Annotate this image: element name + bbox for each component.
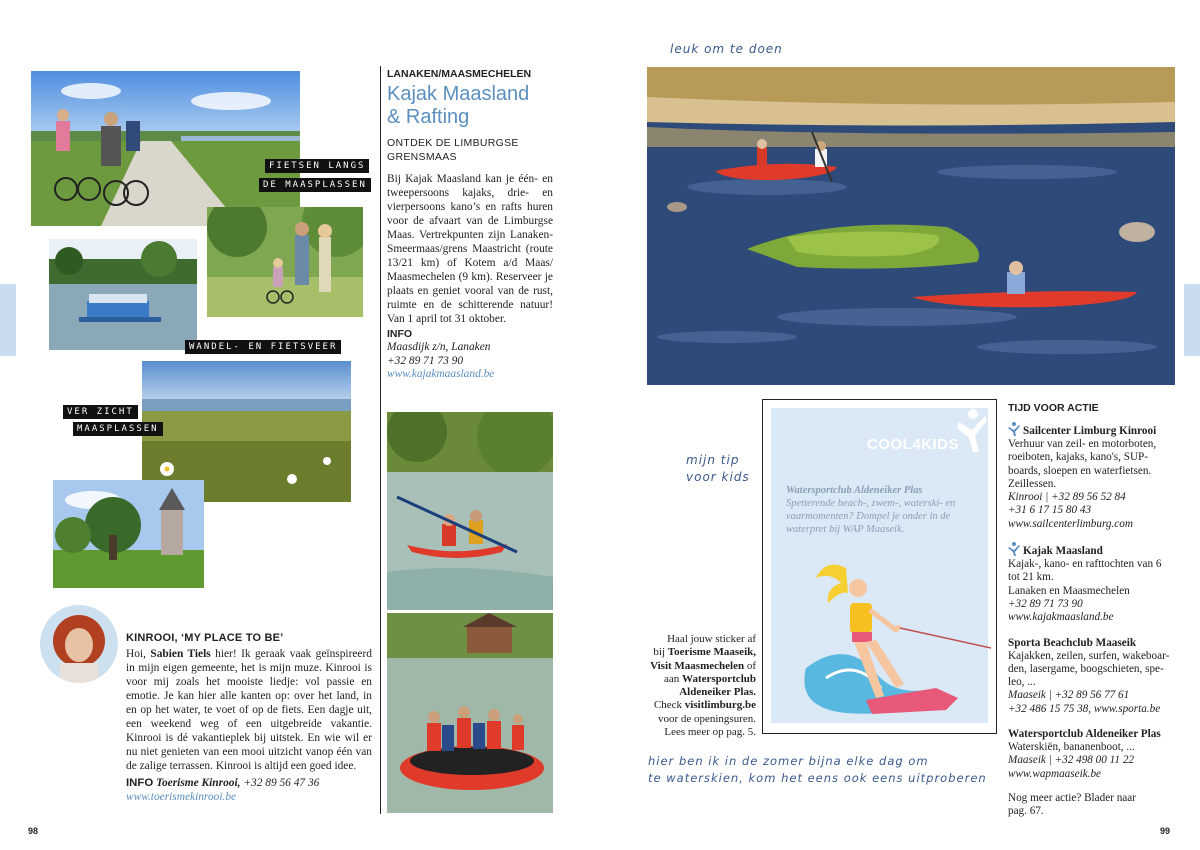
cool4kids-logo: COOL4KIDS (867, 436, 960, 453)
sailcenter-web-link[interactable]: www.sailcenterlimburg.com (1008, 517, 1133, 530)
testimonial-body: Hoi, Sabien Tiels hier! Ik geraak vaak geïnspireerd in mijn eigen gemeente, het is mijn muze. Kinrooi is voor mij zoals het mooiste liedje: vol passie en emotie. Je kan hier alle kanten op: over het land, in en op het water, te voet of op de fiets. Een dagje uit, een weekend weg of een uitgebreide vakantie. Kinrooi is dé vakantieplek bij uitstek. En wie wil er nu niet genieten van een mooi uitzicht vanop één van de zalige terrassen. Kinrooi is altijd een goed idee. (126, 648, 372, 772)
article-subtitle: ONTDEK DE LIMBURGSE GRENSMAAS (387, 137, 519, 163)
photo-cyclists (31, 71, 300, 226)
cool4kids-figure-icon (957, 408, 987, 452)
photo-family (207, 207, 363, 317)
article-info-label: INFO (387, 328, 413, 340)
article-title: Kajak Maasland & Rafting (387, 83, 530, 128)
cool4kids-panel (771, 408, 988, 723)
page-number-left: 98 (28, 826, 39, 836)
kajak-web-link[interactable]: www.kajakmaasland.be (1008, 611, 1114, 624)
tag-fietsen-line2: DE MAASPLASSEN (259, 178, 371, 192)
sidebar (1008, 402, 1176, 819)
waterskier-illustration (786, 548, 991, 718)
photo-rafting (387, 613, 553, 813)
right-page-tab (1184, 284, 1200, 356)
avatar (40, 605, 118, 683)
sidebar-block-wap: Watersportclub Aldeneiker Plas Waterskiën, bananenboot, ... Maaseik | +32 498 00 11 22 www.wapmaaseik.be (1008, 727, 1176, 781)
column-divider (380, 66, 381, 814)
testimonial-info: INFO Toerisme Kinrooi, +32 89 56 47 36 (126, 777, 320, 789)
photo-ferry (49, 239, 197, 350)
photo-church (53, 480, 204, 588)
photo-kayak-hero (647, 67, 1175, 385)
sidebar-footer: Nog meer actie? Blader naar pag. 67. (1008, 791, 1136, 818)
left-page-tab (0, 284, 16, 356)
testimonial-name: Sabien Tiels (150, 648, 211, 660)
wap-web-link[interactable]: www.wapmaaseik.be (1008, 767, 1102, 780)
cool4kids-title: Watersportclub Aldeneiker Plas (786, 485, 923, 496)
handwritten-note-bottom: hier ben ik in de zomer bijna elke dag om te waterskien, kom het eens ook eens uitproberen (648, 754, 987, 785)
handwritten-tip: mijn tip voor kids (686, 453, 750, 484)
tag-verzicht-line1: VER ZICHT (63, 405, 138, 419)
article-web-link[interactable]: www.kajakmaasland.be (387, 368, 495, 380)
testimonial-web-link[interactable]: www.toerismekinrooi.be (126, 791, 237, 803)
sidebar-heading: TIJD VOOR ACTIE (1008, 402, 1099, 414)
sticker-text: Haal jouw sticker af bij Toerisme Maaseik, Visit Maasmechelen of aan Watersportclub Aldeneiker Plas. Check visitlimburg.be voor de openingsuren. Lees meer op pag. 5. (650, 633, 756, 739)
photo-kayak-duo (387, 412, 553, 610)
article-phone: +32 89 71 73 90 (387, 354, 464, 367)
cool4kids-icon (1008, 422, 1020, 436)
article-region: LANAKEN/MAASMECHELEN (387, 68, 532, 80)
tag-fietsen-line1: FIETSEN LANGS (265, 159, 369, 173)
tag-veer: WANDEL- EN FIETSVEER (185, 340, 341, 354)
article-info (387, 341, 494, 382)
article-address: Maasdijk z/n, Lanaken (387, 341, 491, 353)
sidebar-block-sporta: Sporta Beachclub Maaseik Kajakken, zeilen, surfen, wakeboar- den, lasergame, boogschieten, spe- leo, ... Maaseik | +32 89 56 77 61 +32 486 15 75 38, www.sporta.be (1008, 636, 1170, 715)
cool4kids-box (762, 399, 997, 734)
testimonial-heading: KINROOI, ‘MY PLACE TO BE’ (126, 632, 284, 644)
sidebar-block-kajak: Kajak Maasland Kajak-, kano- en rafttochten van 6 tot 21 km. Lanaken en Maasmechelen +32 89 71 73 90 www.kajakmaasland.be (1008, 542, 1176, 624)
cool4kids-text (786, 484, 981, 536)
article-body: Bij Kajak Maasland kan je één- en tweepersoons kajaks, drie- en vierpersoons kano’s en rafts huren voor de afvaart van de Limburgse Maas. Vertrekpunten zijn Lanaken-Smeermaas/grens Maastricht (route 13/21 km) of Kotem a/d Maas/ Maasmechelen (9 km). Reserveer je plaats en geniet vooral van de rust, ruimte en de schitterende natuur! Van 1 april tot 31 oktober. (387, 173, 553, 325)
handwritten-note-top: leuk om te doen (670, 42, 783, 56)
sidebar-block-sailcenter: Sailcenter Limburg Kinrooi Verhuur van zeil- en motorboten, roeiboten, kajaks, kano's, SUP- boards, sloepen en waterfietsen. Zeillessen. Kinrooi | +32 89 56 52 84 +31 6 17 15 80 43 www.sailcenterlimburg.com (1008, 422, 1176, 531)
cool4kids-body: Spetterende beach-, zwem-, waterski- en vaarmomenten? Dompel je onder in de waterpret bij WAP Maaseik. (786, 498, 956, 535)
page-number-right: 99 (1160, 826, 1171, 836)
cool4kids-icon (1008, 542, 1020, 556)
tag-verzicht-line2: MAASPLASSEN (73, 422, 163, 436)
